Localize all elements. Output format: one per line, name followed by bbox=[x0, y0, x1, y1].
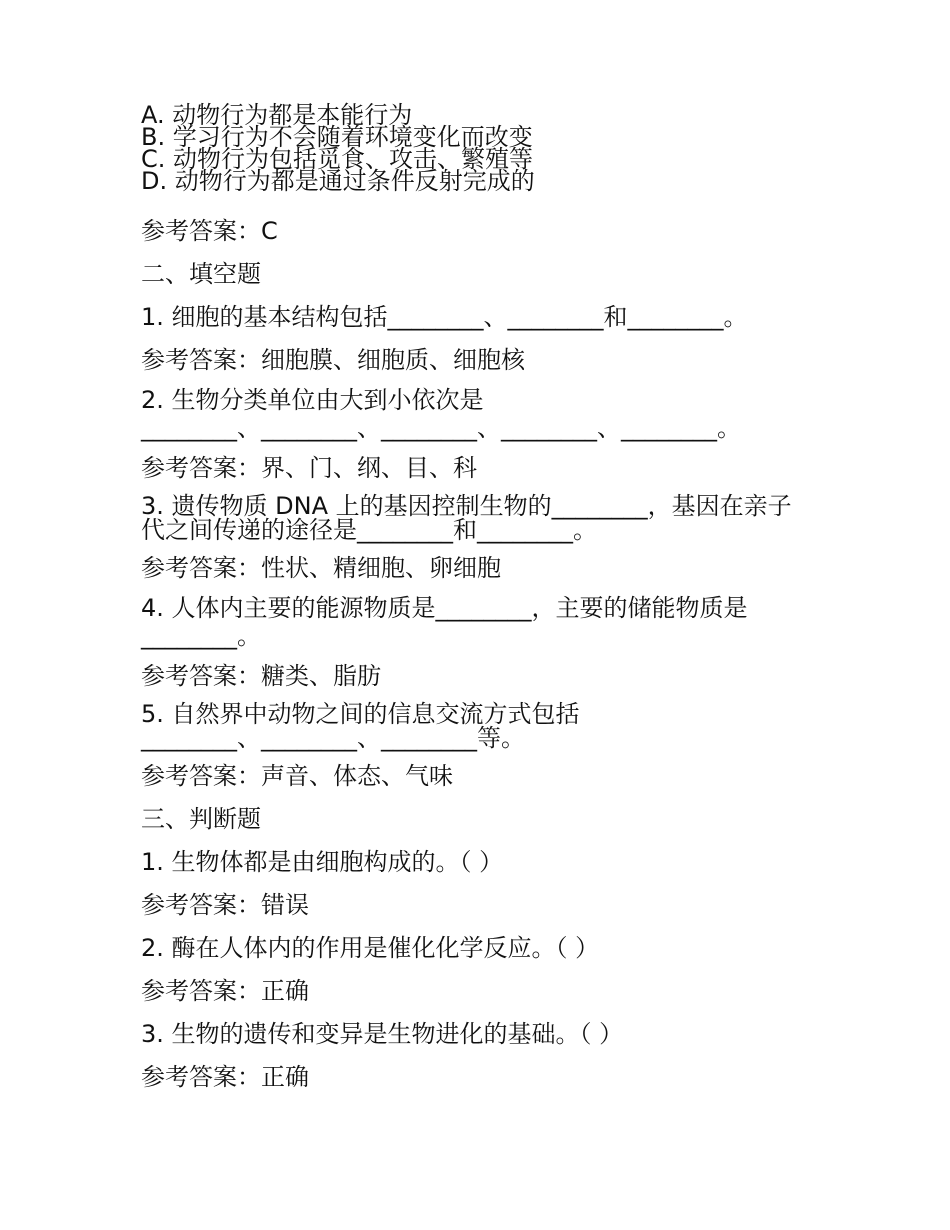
fill-question-5-line-2: ________、________、________等。 bbox=[141, 724, 525, 752]
judge-question-2: 2. 酶在人体内的作用是催化化学反应。（ ） bbox=[141, 934, 600, 962]
option-c: C. 动物行为包括觅食、攻击、繁殖等 bbox=[141, 145, 534, 173]
fill-answer-2: 参考答案：界、门、纲、目、科 bbox=[141, 454, 477, 482]
option-b: B. 学习行为不会随着环境变化而改变 bbox=[141, 123, 533, 151]
fill-question-5-line-1: 5. 自然界中动物之间的信息交流方式包括 bbox=[141, 700, 580, 728]
option-a: A. 动物行为都是本能行为 bbox=[141, 101, 413, 129]
section-heading-fill: 二、填空题 bbox=[141, 260, 261, 288]
document-page bbox=[141, 101, 821, 1103]
choice-answer: 参考答案：C bbox=[141, 217, 278, 245]
judge-question-1: 1. 生物体都是由细胞构成的。（ ） bbox=[141, 848, 504, 876]
fill-answer-1: 参考答案：细胞膜、细胞质、细胞核 bbox=[141, 346, 525, 374]
judge-answer-1: 参考答案：错误 bbox=[141, 891, 309, 919]
fill-question-5 bbox=[141, 702, 821, 750]
fill-answer-5: 参考答案：声音、体态、气味 bbox=[141, 762, 453, 790]
fill-question-1: 1. 细胞的基本结构包括________、________和________。 bbox=[141, 303, 748, 331]
fill-question-4 bbox=[141, 594, 821, 650]
fill-question-2-line-1: 2. 生物分类单位由大到小依次是 bbox=[141, 386, 484, 414]
judge-answer-3: 参考答案：正确 bbox=[141, 1063, 309, 1091]
option-d: D. 动物行为都是通过条件反射完成的 bbox=[141, 167, 535, 195]
fill-question-3-line-2: 代之间传递的途径是________和________。 bbox=[141, 516, 597, 544]
fill-question-3-line-1: 3. 遗传物质 DNA 上的基因控制生物的________，基因在亲子 bbox=[141, 492, 792, 520]
section-heading-judge: 三、判断题 bbox=[141, 805, 261, 833]
fill-question-2 bbox=[141, 386, 821, 442]
fill-question-3 bbox=[141, 494, 821, 542]
fill-answer-4: 参考答案：糖类、脂肪 bbox=[141, 662, 381, 690]
fill-question-4-line-2: ________。 bbox=[141, 622, 261, 650]
judge-question-3: 3. 生物的遗传和变异是生物进化的基础。（ ） bbox=[141, 1020, 624, 1048]
fill-question-4-line-1: 4. 人体内主要的能源物质是________，主要的储能物质是 bbox=[141, 594, 748, 622]
fill-answer-3: 参考答案：性状、精细胞、卵细胞 bbox=[141, 554, 501, 582]
choice-options bbox=[141, 101, 821, 195]
fill-question-2-line-2: ________、________、________、________、________。 bbox=[141, 414, 741, 442]
judge-answer-2: 参考答案：正确 bbox=[141, 977, 309, 1005]
